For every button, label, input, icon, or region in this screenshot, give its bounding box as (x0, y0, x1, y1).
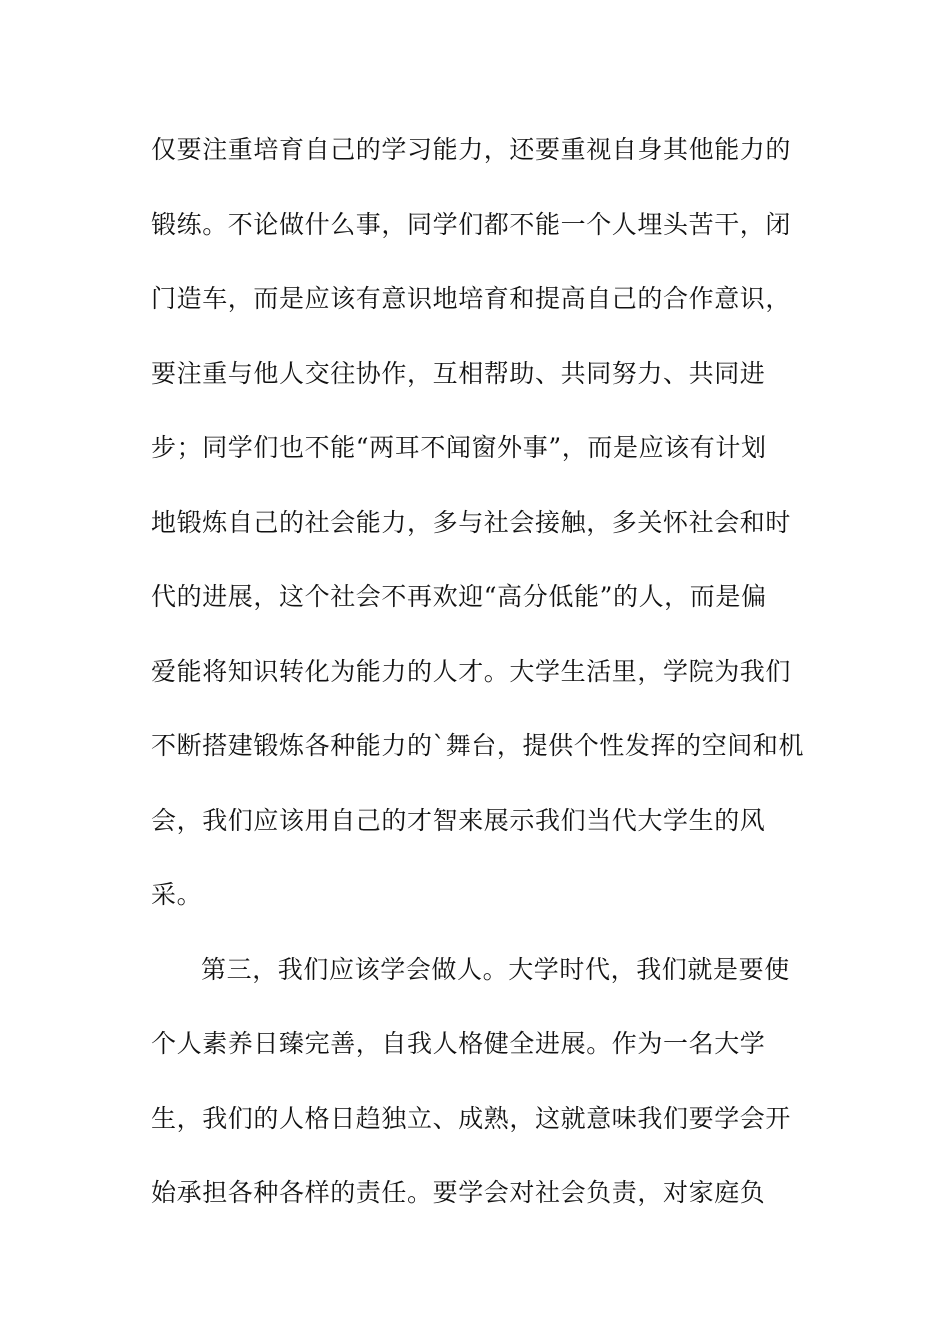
text-line: 个人素养日臻完善，自我人格健全进展。作为一名大学 (151, 1029, 766, 1058)
text-line: 采。 (151, 880, 203, 909)
text-line: 步；同学们也不能“两耳不闻窗外事”，而是应该有计划 (151, 433, 767, 462)
text-line: 爱能将知识转化为能力的人才。大学生活里，学院为我们 (151, 656, 792, 686)
text-line: 门造车，而是应该有意识地培育和提高自己的合作意识， (151, 284, 792, 313)
body-text (151, 128, 811, 1246)
text-line: 会，我们应该用自己的才智来展示我们当代大学生的风 (151, 805, 766, 835)
text-line: 地锻炼自己的社会能力，多与社会接触，多关怀社会和时 (151, 507, 792, 537)
text-line: 要注重与他人交往协作，互相帮助、共同努力、共同进 (151, 358, 766, 388)
text-line: 仅要注重培育自己的学习能力，还要重视自身其他能力的 (151, 135, 792, 164)
text-line: 生，我们的人格日趋独立、成熟，这就意味我们要学会开 (151, 1103, 792, 1133)
paragraph-start-line: 第三，我们应该学会做人。大学时代，我们就是要使 (201, 954, 790, 984)
text-line: 始承担各种各样的责任。要学会对社会负责，对家庭负 (151, 1178, 766, 1207)
text-line: 锻练。不论做什么事，同学们都不能一个人埋头苦干，闭 (151, 209, 792, 239)
text-line: 不断搭建锻炼各种能力的`舞台，提供个性发挥的空间和机 (151, 731, 805, 760)
text-line: 代的进展，这个社会不再欢迎“高分低能”的人，而是偏 (151, 582, 767, 611)
